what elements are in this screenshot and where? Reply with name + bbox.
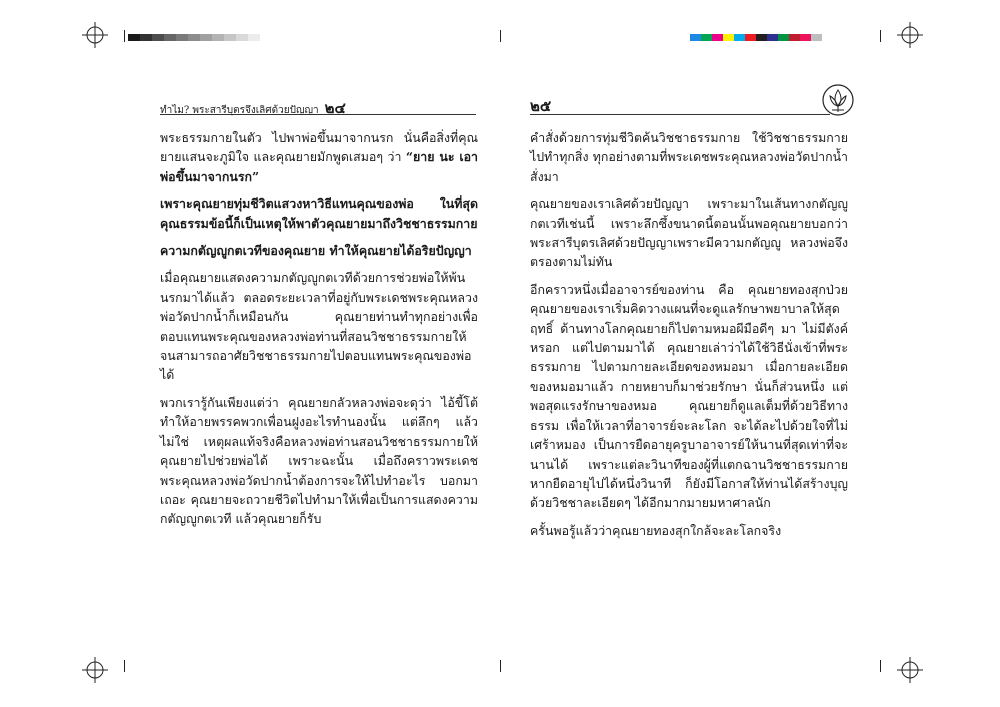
right-header-rule [530, 114, 830, 115]
crop-line [500, 660, 501, 672]
color-swatch [789, 34, 800, 41]
crop-line [880, 30, 881, 42]
lotus-ornament-icon [818, 82, 858, 118]
registration-mark-bottom-left [80, 655, 110, 685]
registration-mark-bottom-right [895, 655, 925, 685]
gray-swatch [164, 34, 176, 41]
color-swatch [767, 34, 778, 41]
crop-line [124, 660, 125, 672]
color-swatch [800, 34, 811, 41]
right-paragraph-1: คำสั่งด้วยการทุ่มชีวิตค้นวิชชาธรรมกาย ใช้วิชชาธรรมกายไปทำทุกสิ่ง ทุกอย่างตามที่พระเดชพระคุณหลวงพ่อวัดปากน้ำสั่งมา [530, 130, 848, 184]
registration-mark-top-right [895, 20, 925, 50]
registration-mark-top-left [80, 20, 110, 50]
left-page-number: ๒๔ [324, 99, 346, 117]
gray-swatch [200, 34, 212, 41]
gray-swatch [212, 34, 224, 41]
color-swatch [734, 34, 745, 41]
gray-swatch [188, 34, 200, 41]
gray-swatch [140, 34, 152, 41]
right-paragraph-3: อีกคราวหนึ่งเมื่ออาจารย์ของท่าน คือ คุณยายทองสุกป่วย คุณยายของเราเริ่มคิดวางแผนที่จะดูแลรักษาพยาบาลให้สุดฤทธิ์ ด้านทางโลกคุณยายก็ไปตามหมอผีมือดีๆ มา ไม่มีตังค์หรอก แต่ไปตามมาได้ คุณยายเล่าว่าได้ใช้วิธีนั่งเข้าที่พระธรรมกาย ไปตามกายละเอียดของหมอมา เมื่อกายละเอียดของหมอมาแล้ว กายหยาบก็มาช่วยรักษา นั่นก็ส่วนหนึ่ง แต่พอสุดแรงรักษาของหมอ คุณยายก็ดูแลเต็มที่ด้วยวิธีทางธรรม เพื่อให้เวลาที่อาจารย์จะละโลก จะได้ละไปด้วยใจที่ไม่เศร้าหมอง เป็นการยืดอายุครูบาอาจารย์ให้นานที่สุดเท่าที่จะนานได้ เพราะแต่ละวินาทีของผู้ที่แตกฉานวิชชาธรรมกาย หากยืดอายุไปได้หนึ่งวินาที ก็ยังมีโอกาสให้ท่านได้สร้างบุญด้วยวิชชาละเอียดๆ ได้อีกมากมายมหาศาลนัก [530, 281, 848, 511]
gray-swatch [236, 34, 248, 41]
gray-swatch [152, 34, 164, 41]
crop-line [880, 660, 881, 672]
color-swatch [701, 34, 712, 41]
gray-swatch [224, 34, 236, 41]
gray-swatch [128, 34, 140, 41]
left-p1-text: พระธรรมกายในตัว ไปพาพ่อขึ้นมาจากนรก นั่นคือสิ่งที่คุณยายแสนจะภูมิใจ และคุณยายมักพูดเสมอๆ ว่า [160, 130, 478, 165]
left-paragraph-1 [160, 128, 478, 186]
gray-swatch [260, 34, 272, 41]
left-paragraph-3: ความกตัญญูกตเวทีของคุณยาย ทำให้คุณยายได้อริยปัญญา [160, 243, 472, 259]
color-swatch [745, 34, 756, 41]
crop-line [500, 30, 501, 42]
color-swatch [756, 34, 767, 41]
left-paragraph-5: พวกเรารู้กันเพียงแต่ว่า คุณยายกลัวหลวงพ่อจะดุว่า ไอ้ขี้โต้ ทำให้อายพรรคพวกเพื่อนฝูงอะไรทำนองนั้น แต่ลึกๆ แล้ว ไม่ใช่ เหตุผลแท้จริงคือหลวงพ่อท่านสอนวิชชาธรรมกายให้คุณยายไปช่วยพ่อได้ เพราะฉะนั้น เมื่อถึงคราวพระเดชพระคุณหลวงพ่อวัดปากน้ำต้องการจะให้ไปทำอะไร บอกมาเถอะ คุณยายจะถวายชีวิตไปทำมาให้เพื่อเป็นการแสดงความกตัญญูกตเวที แล้วคุณยายก็รับ [160, 394, 478, 527]
color-swatch [778, 34, 789, 41]
left-header-rule [160, 114, 476, 115]
color-swatch [690, 34, 701, 41]
left-header-text: ทำไม? พระสารีบุตรจึงเลิศด้วยปัญญา [160, 105, 319, 116]
color-swatch [712, 34, 723, 41]
gray-swatch [248, 34, 260, 41]
right-paragraph-2: คุณยายของเราเลิศด้วยปัญญา เพราะมาในเส้นทางกตัญญูกตเวทีเช่นนี้ เพราะลึกซึ้งขนาดนี้ตอนนั้นพอคุณยายบอกว่า พระสารีบุตรเลิศด้วยปัญญาเพราะมีความกตัญญู หลวงพ่อจึงตรองตามไม่ทัน [530, 196, 848, 270]
left-paragraph-2: เพราะคุณยายทุ่มชีวิตแสวงหาวิธีแทนคุณของพ่อ ในที่สุดคุณธรรมข้อนี้ก็เป็นเหตุให้พาตัวคุณยายมาถึงวิชชาธรรมกาย [160, 196, 478, 231]
right-paragraph-4: ครั้นพอรู้แล้วว่าคุณยายทองสุกใกล้จะละโลกจริง [530, 522, 782, 538]
crop-line [124, 30, 125, 42]
left-p1-quote: “ยาย นะ เอาพ่อขึ้นมาจากนรก” [160, 149, 478, 184]
color-swatch [811, 34, 822, 41]
right-page-body [530, 128, 848, 548]
right-page-number: ๒๕ [530, 97, 552, 115]
gray-swatch [176, 34, 188, 41]
left-paragraph-4: เมื่อคุณยายแสดงความกตัญญูกตเวทีด้วยการช่วยพ่อให้พ้นนรกมาได้แล้ว ตลอดระยะเวลาที่อยู่กับพระเดชพระคุณหลวงพ่อวัดปากน้ำก็เหมือนกัน คุณยายท่านทำทุกอย่างเพื่อตอบแทนพระคุณของหลวงพ่อท่านที่สอนวิชชาธรรมกายให้ จนสามารถอาศัยวิชชาธรรมกายไปตอบแทนพระคุณของพ่อได้ [160, 270, 478, 383]
color-swatch [723, 34, 734, 41]
color-calibration-bar [690, 34, 822, 41]
left-running-header [160, 96, 346, 120]
grayscale-bar [128, 34, 272, 41]
left-page-body [160, 128, 478, 537]
